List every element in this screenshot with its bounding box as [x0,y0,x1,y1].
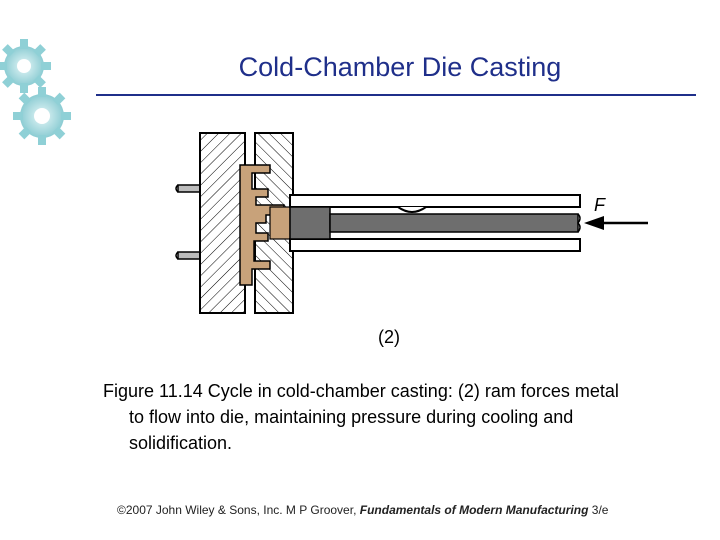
caption-line-2: to flow into die, maintaining pressure during cooling and [129,407,574,427]
slide-title: Cold‑Chamber Die Casting [238,52,562,82]
step-label: (2) [378,327,400,347]
gear-icon-upper [0,39,51,93]
pour-hole [398,207,426,212]
gears-decoration-icon [0,36,90,156]
title-divider [96,94,696,96]
footer-edition: 3/e [591,503,609,517]
force-arrow-icon [584,216,648,230]
ejector-die-half [200,133,245,313]
ram-plunger [290,207,330,239]
caption-line-3: solidification. [129,433,233,453]
footer-prefix: ©2007 John Wiley & Sons, Inc. M P Groover, [117,503,357,517]
copyright-footer [117,503,608,517]
metal-sprue [270,207,290,239]
gear-icon-lower [13,87,71,145]
figure-caption [103,378,703,456]
footer-book-title: Fundamentals of Modern Manufacturing [359,503,589,517]
force-label: F [594,195,605,215]
caption-line-1: Figure 11.14 Cycle in cold‑chamber casting: (2) ram forces metal [103,381,619,401]
ram-rod [330,214,578,232]
die-casting-diagram [170,125,650,325]
